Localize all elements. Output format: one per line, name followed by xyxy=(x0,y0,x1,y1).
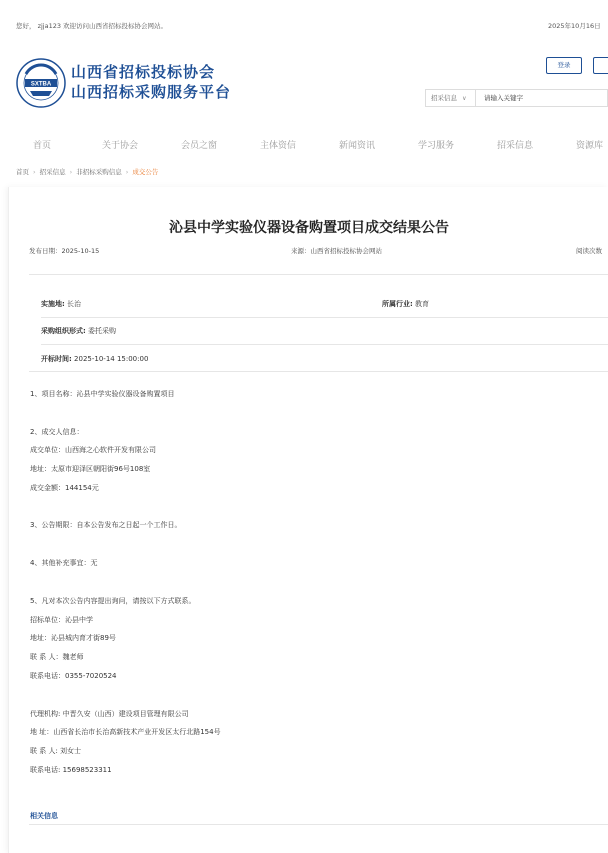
body-line: 联系电话：0355-7020524 xyxy=(30,672,117,680)
industry-row xyxy=(382,299,429,309)
location-label: 实施地: xyxy=(41,300,65,308)
nav-item-learning[interactable]: 学习服务 xyxy=(418,141,455,151)
body-line: 成交金额：144154元 xyxy=(30,484,99,492)
procurement-label: 采购组织形式: xyxy=(41,327,86,335)
opening-value: 2025-10-14 15:00:00 xyxy=(74,355,149,363)
body-line: 5、凡对本次公告内容提出询问，请按以下方式联系。 xyxy=(30,597,196,605)
site-title-line2: 山西招标采购服务平台 xyxy=(71,83,232,101)
opening-row xyxy=(41,354,148,364)
article-title: 沁县中学实验仪器设备购置项目成交结果公告 xyxy=(169,220,449,236)
read-count: 阅读次数 xyxy=(576,247,602,255)
search-category-select[interactable] xyxy=(425,89,475,107)
body-line: 成交单位：山西海之心软件开发有限公司 xyxy=(30,446,156,454)
publish-date: 发布日期：2025-10-15 xyxy=(29,247,100,255)
divider xyxy=(29,824,608,825)
body-line: 招标单位：沁县中学 xyxy=(30,616,93,624)
breadcrumb-home[interactable]: 首页 xyxy=(16,168,29,176)
location-row xyxy=(41,299,81,309)
breadcrumb xyxy=(16,167,158,176)
article-source: 来源：山西省招标投标协会网站 xyxy=(291,247,382,255)
chevron-right-icon: › xyxy=(125,168,129,176)
breadcrumb-current[interactable]: 成交公告 xyxy=(132,168,159,176)
body-line: 联 系 人: 刘女士 xyxy=(30,747,82,755)
divider xyxy=(29,274,608,275)
industry-label: 所属行业: xyxy=(382,300,413,308)
main-nav xyxy=(0,132,608,156)
opening-label: 开标时间: xyxy=(41,355,72,363)
body-line: 联系电话: 15698523311 xyxy=(30,766,112,774)
nav-item-credit[interactable]: 主体资信 xyxy=(260,141,297,151)
body-line: 地址：太原市迎泽区朝阳街96号108室 xyxy=(30,465,151,473)
body-line: 3、公告期限：自本公告发布之日起一个工作日。 xyxy=(30,521,182,529)
search-category-label: 招采信息 xyxy=(431,94,457,102)
chevron-down-icon: ∨ xyxy=(462,95,467,102)
body-line: 地址：沁县城内育才街89号 xyxy=(30,634,116,642)
location-value: 长治 xyxy=(67,300,82,308)
site-title[interactable] xyxy=(71,62,231,102)
current-date: 2025年10月16日 xyxy=(548,22,601,30)
body-line: 代理机构: 中晋久安（山西）建设项目管理有限公司 xyxy=(30,710,189,718)
breadcrumb-procurement[interactable]: 招采信息 xyxy=(39,168,66,176)
body-line: 地 址：山西省长治市长治高新技术产业开发区太行北路154号 xyxy=(30,728,221,736)
association-logo-icon[interactable] xyxy=(16,58,66,108)
divider xyxy=(41,317,608,318)
login-button[interactable]: 登录 xyxy=(546,57,582,74)
body-line: 4、其他补充事宜：无 xyxy=(30,559,98,567)
nav-item-news[interactable]: 新闻资讯 xyxy=(339,141,376,151)
site-title-line1: 山西省招标投标协会 xyxy=(71,63,216,81)
divider xyxy=(29,371,608,372)
body-line: 1、项目名称：沁县中学实验仪器设备购置项目 xyxy=(30,390,175,398)
divider xyxy=(41,344,608,345)
nav-item-home[interactable]: 首页 xyxy=(33,141,52,151)
procurement-row xyxy=(41,326,116,336)
nav-item-resources[interactable]: 资源库 xyxy=(576,141,604,151)
body-line: 联 系 人：魏老师 xyxy=(30,653,84,661)
article-panel xyxy=(8,187,608,853)
nav-item-procurement[interactable]: 招采信息 xyxy=(497,141,534,151)
related-info-heading: 相关信息 xyxy=(30,812,58,820)
register-button[interactable] xyxy=(593,57,608,74)
greeting-text: 您好， zjja123 欢迎访问山西省招标投标协会网站。 xyxy=(16,22,168,30)
breadcrumb-non-tender[interactable]: 非招标采购信息 xyxy=(76,168,122,176)
industry-value: 教育 xyxy=(415,300,430,308)
nav-item-members[interactable]: 会员之窗 xyxy=(181,141,218,151)
body-line: 2、成交人信息： xyxy=(30,428,84,436)
chevron-right-icon: › xyxy=(33,168,36,176)
search-input[interactable]: 请输入关键字 xyxy=(475,89,608,107)
logo-abbr: SXTBA xyxy=(30,81,52,88)
procurement-value: 委托采购 xyxy=(88,327,117,335)
chevron-right-icon: › xyxy=(69,168,73,176)
nav-item-about[interactable]: 关于协会 xyxy=(102,141,139,151)
top-bar xyxy=(0,0,608,50)
